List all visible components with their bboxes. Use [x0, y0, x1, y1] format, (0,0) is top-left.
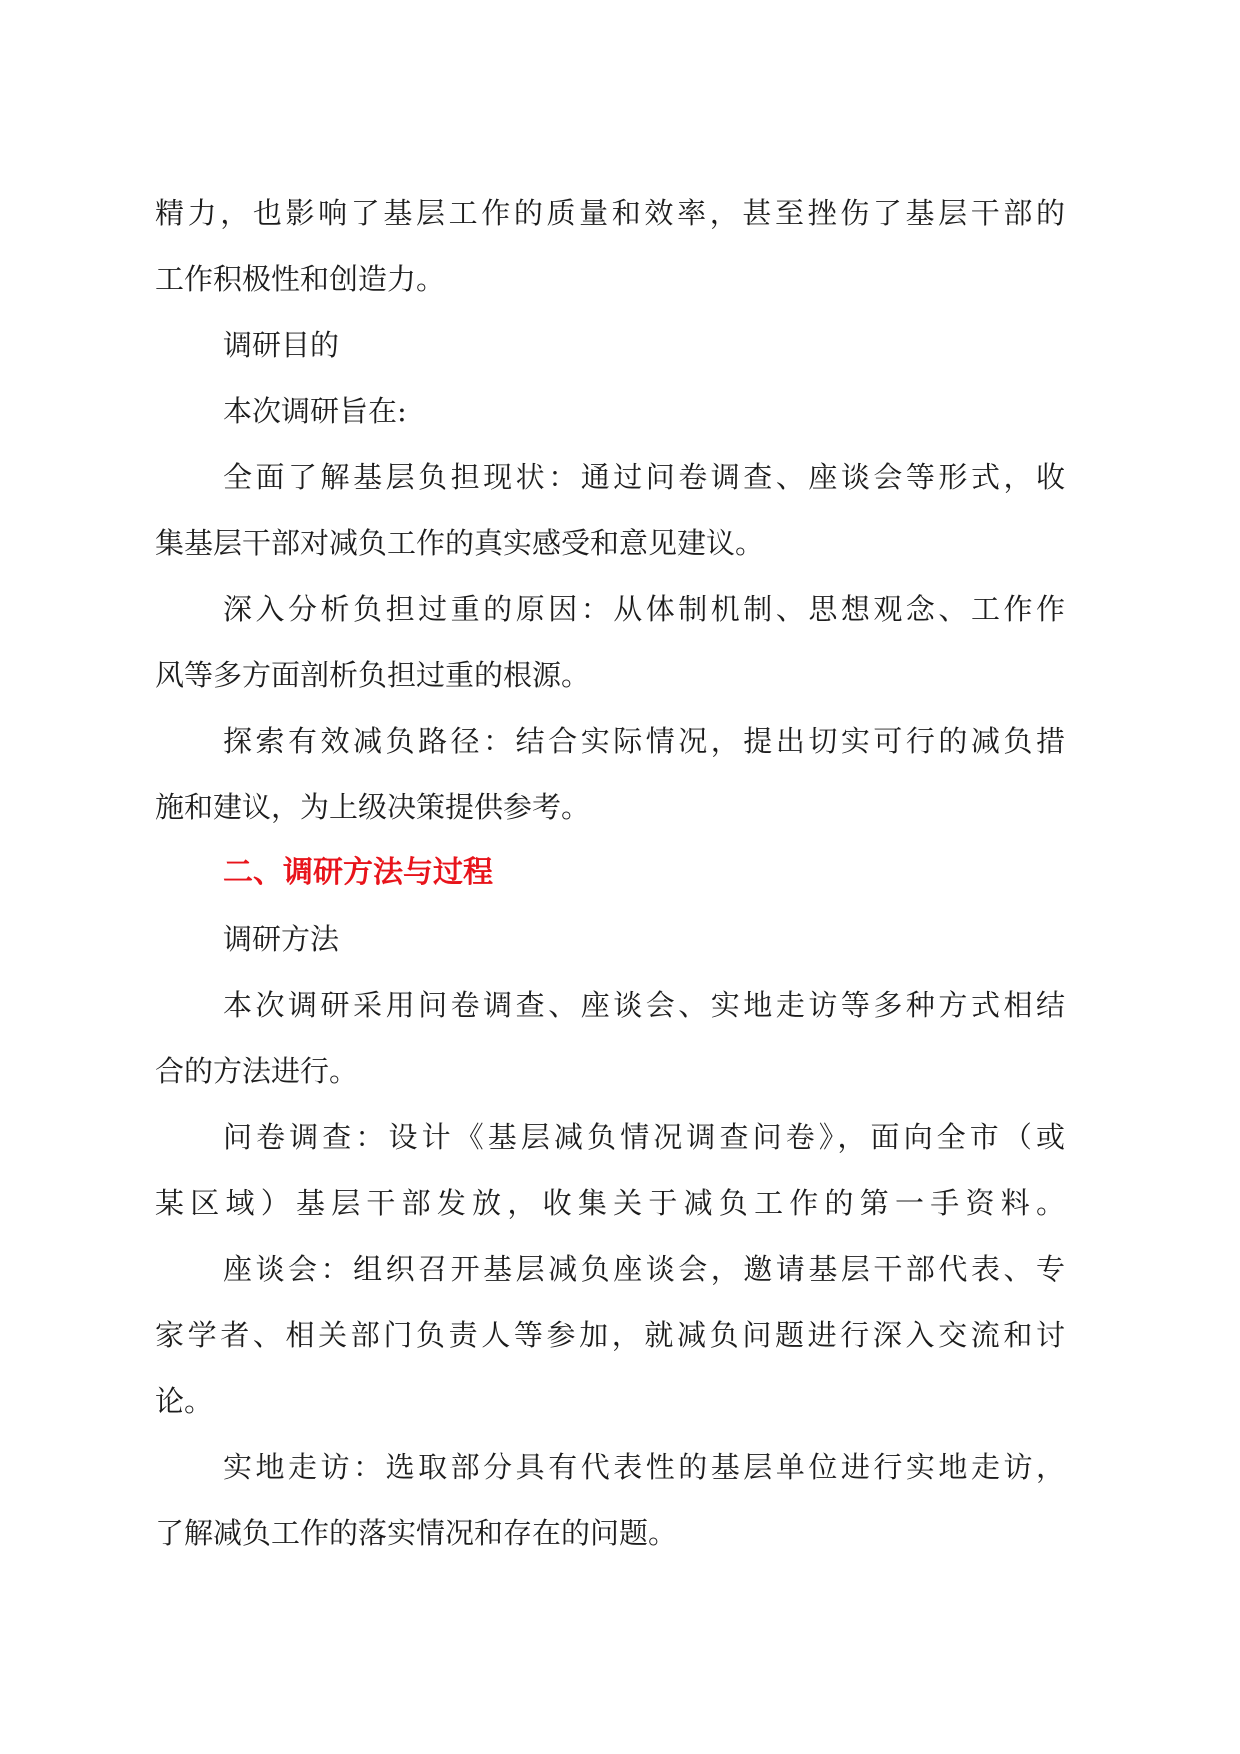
paragraph-line: 论。 [155, 1384, 214, 1418]
paragraph-line: 施和建议，为上级决策提供参考。 [155, 790, 591, 824]
paragraph-line: 问卷调查：设计《基层减负情况调查问卷》，面向全市（或 [223, 1120, 1065, 1154]
section-heading: 二、调研方法与过程 [223, 855, 493, 890]
paragraph-line: 深入分析负担过重的原因：从体制机制、思想观念、工作作 [223, 592, 1065, 626]
paragraph-line: 工作积极性和创造力。 [155, 262, 446, 296]
paragraph-line: 座谈会：组织召开基层减负座谈会，邀请基层干部代表、专 [223, 1252, 1065, 1286]
paragraph-line: 集基层干部对减负工作的真实感受和意见建议。 [155, 526, 765, 560]
subheading-research-purpose: 调研目的 [223, 328, 340, 362]
paragraph-line: 精力，也影响了基层工作的质量和效率，甚至挫伤了基层干部的 [155, 196, 1065, 230]
document-body [155, 180, 1065, 1566]
paragraph-line: 全面了解基层负担现状：通过问卷调查、座谈会等形式，收 [223, 460, 1065, 494]
paragraph-line: 风等多方面剖析负担过重的根源。 [155, 658, 591, 692]
paragraph-line: 实地走访：选取部分具有代表性的基层单位进行实地走访， [223, 1450, 1065, 1484]
subheading-research-method: 调研方法 [223, 922, 340, 956]
paragraph-line: 探索有效减负路径：结合实际情况，提出切实可行的减负措 [223, 724, 1065, 758]
paragraph-line: 本次调研旨在: [223, 394, 407, 428]
paragraph-line: 了解减负工作的落实情况和存在的问题。 [155, 1516, 678, 1550]
paragraph-line: 合的方法进行。 [155, 1054, 359, 1088]
paragraph-line: 某区域）基层干部发放，收集关于减负工作的第一手资料。 [155, 1186, 1065, 1220]
paragraph-line: 本次调研采用问卷调查、座谈会、实地走访等多种方式相结 [223, 988, 1065, 1022]
paragraph-line: 家学者、相关部门负责人等参加，就减负问题进行深入交流和讨 [155, 1318, 1065, 1352]
